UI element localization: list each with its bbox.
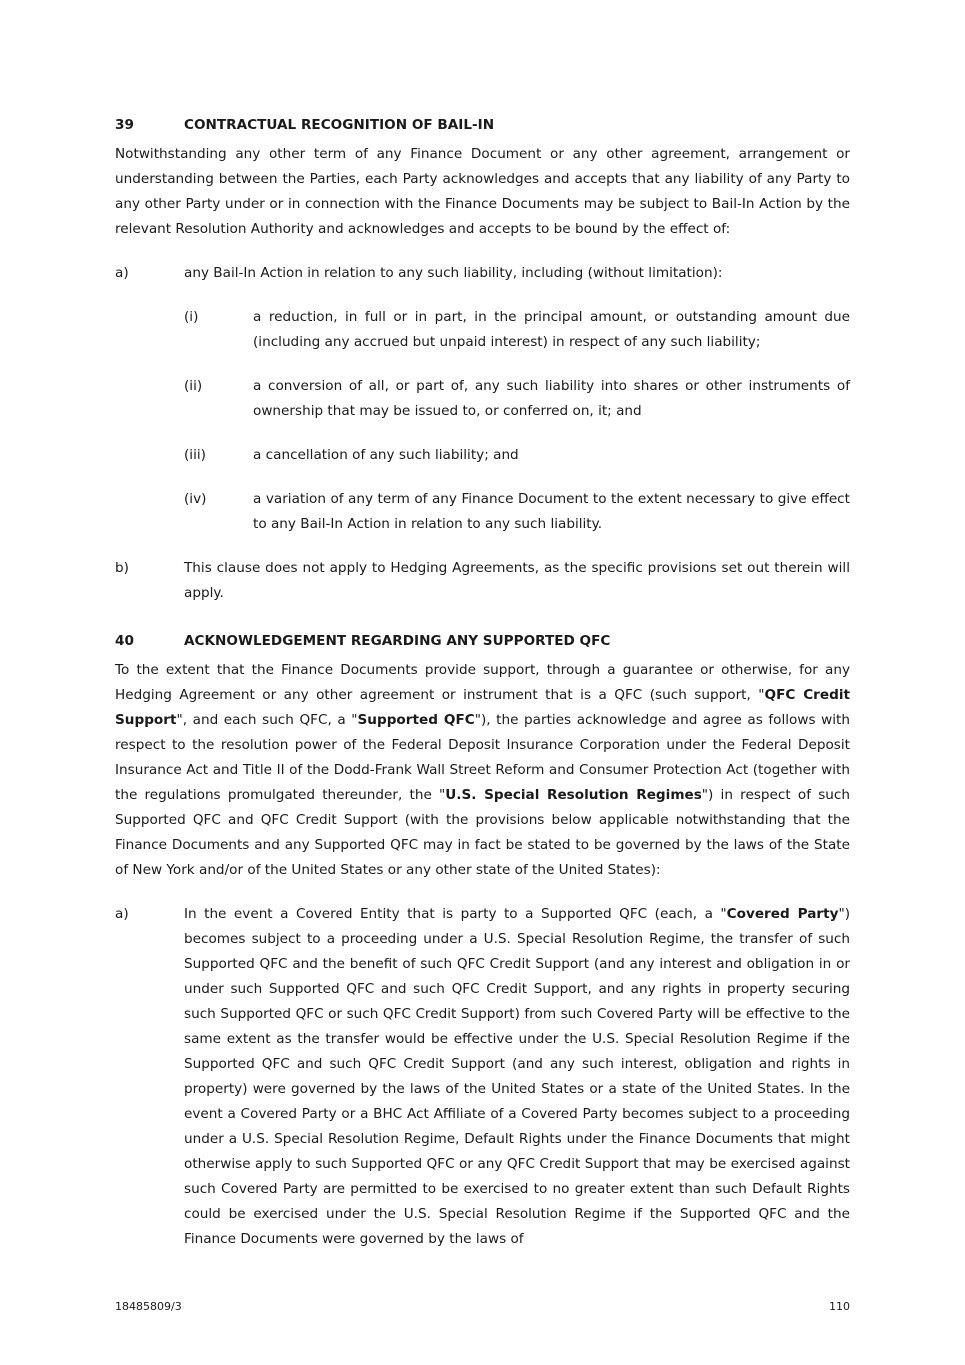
subitem-text: a cancellation of any such liability; and [253,447,519,463]
page-number: 110 [829,1300,850,1313]
subitem-text: a variation of any term of any Finance Document to the extent necessary to give effect to any Bail-In Action in relation to any such liability. [253,491,850,532]
section-39-intro: Notwithstanding any other term of any Finance Document or any other agreement, arrangement or understanding between the Parties, each Party acknowledges and accepts that any liability of any Party to any other Party under or in connection with the Finance Documents may be subject to Bail-In Action by the relevant Resolution Authority and acknowledges and accepts to be bound by the effect of: [115,146,850,237]
subitem-label: (ii) [184,378,203,394]
section-39-subitem-iv [184,487,850,537]
page-footer [115,1297,850,1317]
document-page [115,113,850,1252]
section-39-subitem-i [184,305,850,355]
intro-text: "), the parties acknowledge and agree as follows with respect to the resolution power of the Federal Deposit Insurance Corporation under the Federal Deposit Insurance Act and Title II of the Dodd-Frank Wall Street Reform and Consumer Protection Act (together with the regulations promulgated thereunder, the " [115,712,850,803]
intro-text: To the extent that the Finance Documents provide support, through a guarantee or otherwise, for any Hedging Agreement or any other agreement or instrument that is a QFC (such support, " [115,662,850,703]
subitem-label: (iv) [184,491,207,507]
item-text-part: ") becomes subject to a proceeding under a U.S. Special Resolution Regime, the transfer of such Supported QFC and the benefit of such QFC Credit Support (and any interest and obligation in or under such Supported QFC and such QFC Credit Support, and any rights in property securing such Supported QFC or such QFC Credit Support) from such Covered Party will be effective to the same extent as the transfer would be effective under the U.S. Special Resolution Regime if the Supported QFC and such QFC Credit Support (and any such interest, obligation and rights in property) were governed by the laws of the United States or a state of the United States. In the event a Covered Party or a BHC Act Affiliate of a Covered Party becomes subject to a proceeding under a U.S. Special Resolution Regime, Default Rights under the Finance Documents that might otherwise apply to such Supported QFC or any QFC Credit Support that may be exercised against such Covered Party are permitted to be exercised to no greater extent than such Default Rights could be exercised under the U.S. Special Resolution Regime if the Supported QFC and the Finance Documents were governed by the laws of [184,906,850,1247]
defined-term: Covered Party [726,906,839,922]
section-39-item-b [115,556,850,606]
subitem-label: (iii) [184,447,206,463]
section-39-number: 39 [115,117,134,133]
intro-text: ") in respect of such Supported QFC and QFC Credit Support (with the provisions below applicable notwithstanding that the Finance Documents and any Supported QFC may in fact be stated to be governed by the laws of the State of New York and/or of the United States or any other state of the United States): [115,787,851,878]
defined-term: QFC Credit Support [115,687,850,728]
section-40-heading [115,629,850,654]
section-40-item-a [115,902,850,1252]
section-39-subitem-iii [184,443,850,468]
defined-term: U.S. Special Resolution Regimes [445,787,702,803]
section-39-heading [115,113,850,138]
defined-term: Supported QFC [357,712,475,728]
section-40-intro [115,658,850,883]
item-text [184,902,850,1252]
item-text: any Bail-In Action in relation to any such liability, including (without limitation): [184,265,723,281]
section-39-title: CONTRACTUAL RECOGNITION OF BAIL-IN [184,117,495,133]
section-39-item-a [115,261,850,286]
item-label: a) [115,906,129,922]
section-40-number: 40 [115,633,134,649]
item-text-part: In the event a Covered Entity that is party to a Supported QFC (each, a " [184,906,727,922]
subitem-label: (i) [184,309,199,325]
item-label: b) [115,560,129,576]
section-39-subitem-ii [184,374,850,424]
document-reference: 18485809/3 [115,1300,182,1313]
item-label: a) [115,265,129,281]
subitem-text: a conversion of all, or part of, any such liability into shares or other instruments of ownership that may be issued to, or conferred on, it; and [253,378,850,419]
section-40-title: ACKNOWLEDGEMENT REGARDING ANY SUPPORTED QFC [184,633,611,649]
intro-text: ", and each such QFC, a " [176,712,358,728]
item-text: This clause does not apply to Hedging Agreements, as the specific provisions set out therein will apply. [184,560,850,601]
subitem-text: a reduction, in full or in part, in the principal amount, or outstanding amount due (including any accrued but unpaid interest) in respect of any such liability; [253,309,850,350]
